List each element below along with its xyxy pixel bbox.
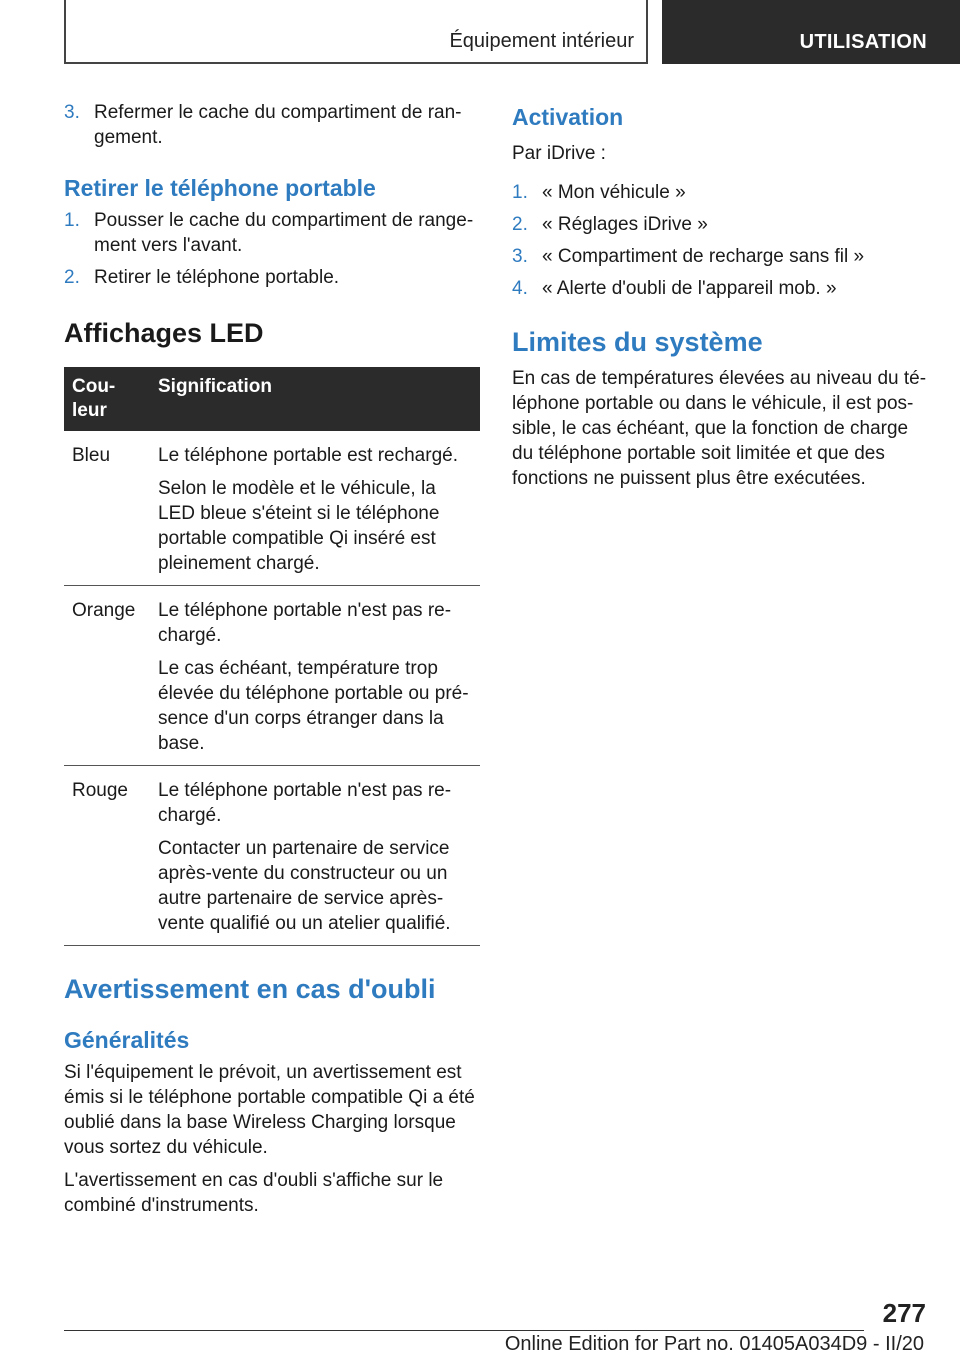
list-item <box>64 100 480 150</box>
section-title: Équipement intérieur <box>449 30 634 52</box>
step-number: 2. <box>512 214 528 235</box>
table-row <box>64 586 480 766</box>
meaning-note: Contacter un partenaire de service après-vente du constructeur ou un autre partenaire de service après-vente qualifié ou un atelier qualifié. <box>158 838 451 934</box>
led-color: Bleu <box>64 431 150 586</box>
footer-edition: Online Edition for Part no. 01405A034D9 - II/20 <box>504 1333 924 1355</box>
led-color: Orange <box>64 586 150 766</box>
table-row <box>64 431 480 586</box>
generalites-paragraph-1: Si l'équipement le prévoit, un avertissement est émis si le téléphone portable compatible Qi a été oublié dans la base Wireless Charging lorsque vous sortez du véhicule. <box>64 1062 475 1158</box>
limites-heading: Limites du système <box>512 327 763 357</box>
step-number: 3. <box>64 102 80 123</box>
header-couleur: Cou-leur <box>64 367 150 431</box>
list-item <box>64 208 480 258</box>
right-column <box>512 100 928 491</box>
left-column <box>64 100 480 1218</box>
step-text: « Alerte d'oubli de l'appareil mob. » <box>542 278 837 299</box>
step-text: « Réglages iDrive » <box>542 214 708 235</box>
list-item <box>512 180 928 205</box>
avertissement-heading: Avertissement en cas d'oubli <box>64 974 436 1004</box>
step-number: 1. <box>64 210 80 231</box>
meaning-note: Selon le modèle et le véhicule, la LED bleue s'éteint si le téléphone portable compatible Qi inséré est pleinement chargé. <box>158 478 440 574</box>
header-signification: Signification <box>150 367 480 431</box>
step-text: « Mon véhicule » <box>542 182 686 203</box>
step-number: 3. <box>512 246 528 267</box>
section-box <box>64 0 648 64</box>
generalites-paragraph-2: L'avertissement en cas d'oubli s'affiche sur le combiné d'instruments. <box>64 1170 444 1216</box>
generalites-heading: Généralités <box>64 1027 190 1053</box>
footer-divider <box>64 1330 864 1331</box>
step-text: Pousser le cache du compartiment de range-ment vers l'avant. <box>94 210 474 256</box>
retirer-steps <box>64 208 480 290</box>
led-table <box>64 367 480 946</box>
meaning-note: Le cas échéant, température trop élevée du téléphone portable ou pré-sence d'un corps étranger dans la base. <box>158 658 469 754</box>
chapter-tab <box>662 0 960 64</box>
list-item <box>64 265 480 290</box>
step-text: Refermer le cache du compartiment de ran-gement. <box>94 102 462 148</box>
page-header <box>0 0 960 66</box>
step-text: Retirer le téléphone portable. <box>94 267 340 288</box>
table-row <box>64 766 480 946</box>
step-text: « Compartiment de recharge sans fil » <box>542 246 865 267</box>
table-header-row <box>64 367 480 431</box>
meaning-text: Le téléphone portable n'est pas re-chargé. <box>158 780 452 826</box>
meaning-text: Le téléphone portable est rechargé. <box>158 445 458 466</box>
activation-steps <box>512 180 928 301</box>
led-color: Rouge <box>64 766 150 946</box>
led-meaning <box>150 766 480 946</box>
step-number: 2. <box>64 267 80 288</box>
step-list-continued <box>64 100 480 150</box>
list-item <box>512 212 928 237</box>
limites-paragraph: En cas de températures élevées au niveau du té-léphone portable ou dans le véhicule, il est pos-sible, le cas échéant, que la fonction de charge du téléphone portable soit limitée et que des fonctions ne puissent plus être exécutées. <box>512 368 927 489</box>
step-number: 4. <box>512 278 528 299</box>
led-meaning <box>150 431 480 586</box>
affichages-heading: Affichages LED <box>64 318 264 348</box>
retirer-heading: Retirer le téléphone portable <box>64 175 376 201</box>
activation-intro: Par iDrive : <box>512 143 606 164</box>
list-item <box>512 244 928 269</box>
step-number: 1. <box>512 182 528 203</box>
led-meaning <box>150 586 480 766</box>
activation-heading: Activation <box>512 104 624 130</box>
meaning-text: Le téléphone portable n'est pas re-chargé. <box>158 600 452 646</box>
chapter-title: UTILISATION <box>799 31 927 53</box>
list-item <box>512 276 928 301</box>
page-number: 277 <box>882 1298 926 1328</box>
